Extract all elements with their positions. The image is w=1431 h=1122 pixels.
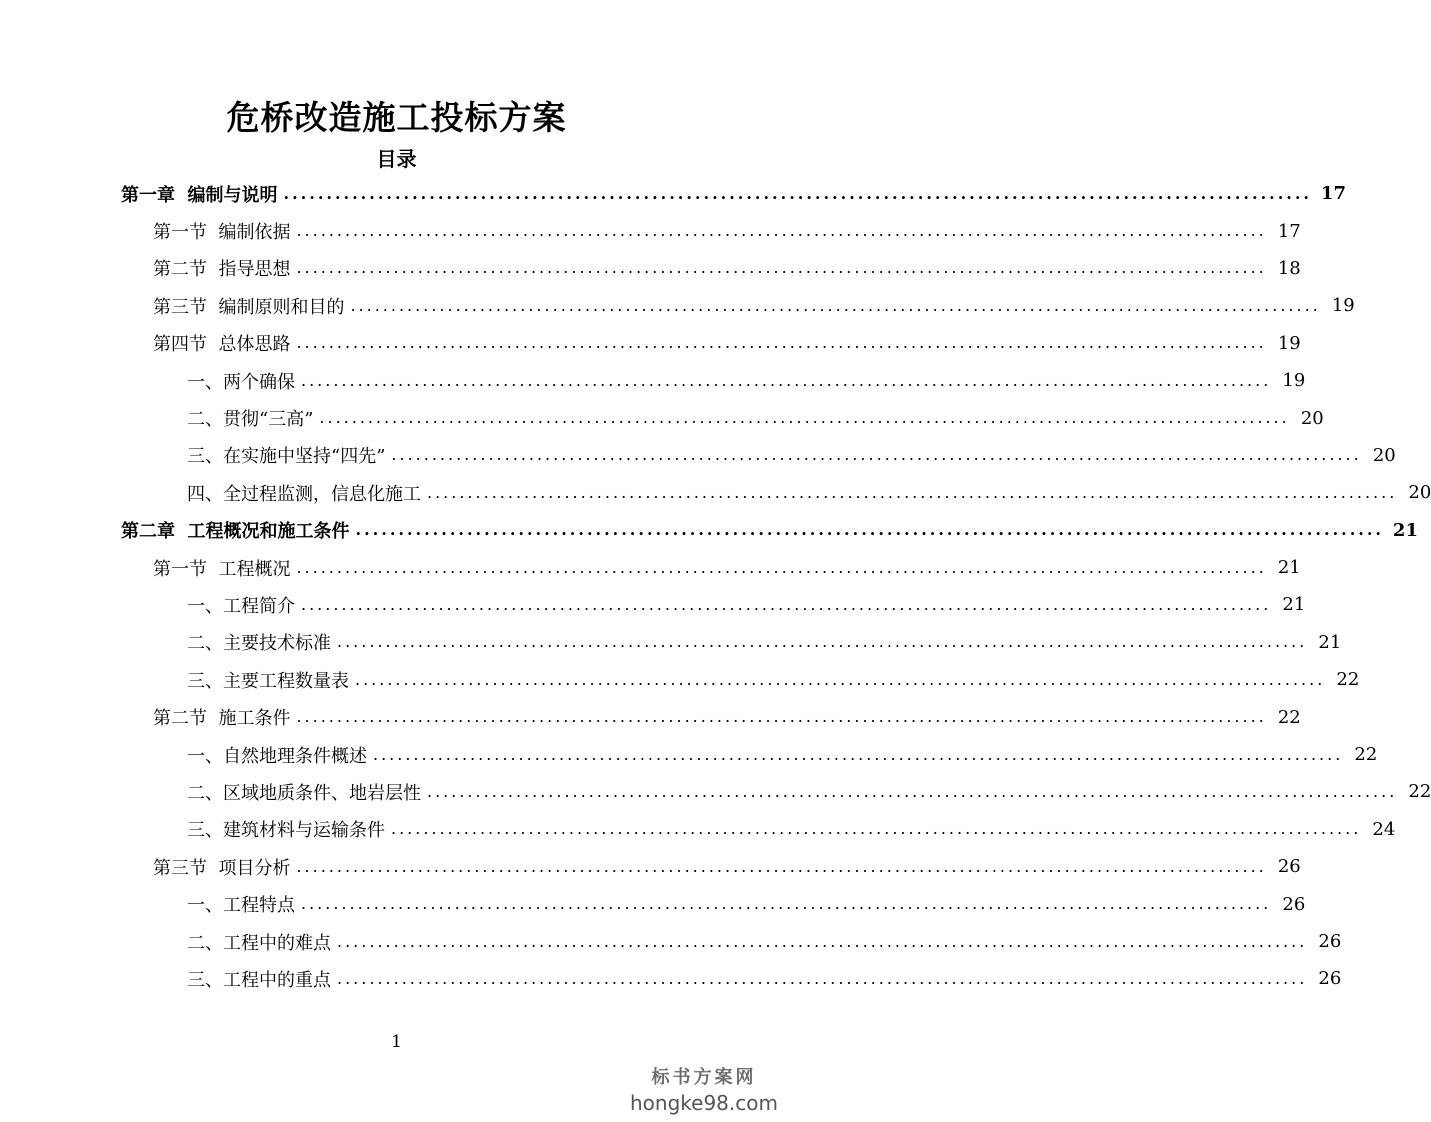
toc-dot-leader: ........................................................................................................................	[391, 445, 1362, 465]
toc-dot-leader: ........................................................................................................................	[296, 557, 1267, 577]
toc-dot-leader: ........................................................................................................................	[283, 183, 1312, 203]
toc-dot-leader: ........................................................................................................................	[337, 931, 1308, 951]
toc-entry-label: 二、区域地质条件、地岩层性	[187, 782, 421, 804]
toc-entry-label: 二、主要技术标准	[187, 633, 331, 655]
toc-subsection-entry[interactable]	[0, 923, 1342, 960]
toc-page-number: 21	[1318, 631, 1342, 653]
toc-page-number: 20	[1300, 407, 1324, 429]
toc-dot-leader: ........................................................................................................................	[301, 594, 1272, 614]
toc-entry-label: 第一章 编制与说明	[121, 184, 278, 206]
toc-subsection-entry[interactable]	[0, 885, 1306, 922]
toc-entry-label: 第一节 编制依据	[153, 222, 291, 244]
toc-entry-label: 一、工程简介	[187, 595, 295, 617]
toc-dot-leader: ........................................................................................................................	[296, 221, 1267, 241]
toc-subsection-entry[interactable]	[0, 960, 1342, 997]
toc-dot-leader: ........................................................................................................................	[319, 408, 1290, 428]
watermark-logo	[629, 1063, 779, 1115]
toc-subsection-entry[interactable]	[0, 773, 1431, 810]
toc-page-number: 20	[1372, 444, 1396, 466]
toc-dot-leader: ........................................................................................................................	[296, 258, 1267, 278]
toc-page-number: 22	[1277, 706, 1301, 728]
toc-entry-label: 第三节 编制原则和目的	[153, 296, 345, 318]
toc-entry-label: 三、工程中的重点	[187, 969, 331, 991]
toc-dot-leader: ........................................................................................................................	[337, 968, 1308, 988]
toc-page-number: 26	[1318, 968, 1342, 990]
toc-page-number: 21	[1392, 519, 1418, 541]
document-title: 危桥改造施工投标方案	[226, 98, 567, 137]
toc-page-number: 22	[1408, 781, 1431, 803]
toc-page-number: 26	[1282, 893, 1306, 915]
table-of-contents	[0, 175, 1431, 998]
toc-page-number: 17	[1320, 183, 1346, 205]
toc-subsection-entry[interactable]	[0, 624, 1342, 661]
toc-subsection-entry[interactable]	[0, 586, 1306, 623]
toc-page-number: 19	[1277, 332, 1301, 354]
toc-page-number: 22	[1354, 744, 1378, 766]
toc-page-number: 21	[1277, 557, 1301, 579]
toc-subsection-entry[interactable]	[0, 474, 1431, 511]
toc-dot-leader: ........................................................................................................................	[337, 632, 1308, 652]
toc-heading: 目录	[376, 147, 417, 171]
toc-dot-leader: ........................................................................................................................	[355, 520, 1384, 540]
toc-page-number: 24	[1372, 818, 1396, 840]
toc-entry-label: 第三节 项目分析	[153, 857, 291, 879]
toc-entry-label: 二、贯彻“三高”	[187, 409, 314, 431]
toc-page-number: 26	[1277, 856, 1301, 878]
watermark-name: 标书方案网	[651, 1067, 757, 1088]
toc-page-number: 18	[1277, 257, 1301, 279]
toc-entry-label: 四、全过程监测，信息化施工	[187, 483, 421, 505]
watermark-url: hongke98.com	[630, 1091, 778, 1115]
toc-dot-leader: ........................................................................................................................	[296, 333, 1267, 353]
toc-chapter-entry[interactable]	[0, 512, 1418, 549]
toc-section-entry[interactable]	[0, 287, 1355, 324]
toc-page-number: 26	[1318, 931, 1342, 952]
toc-page-number: 17	[1277, 220, 1301, 242]
toc-entry-label: 三、建筑材料与运输条件	[187, 820, 385, 842]
toc-dot-leader: ........................................................................................................................	[373, 744, 1344, 764]
toc-section-entry[interactable]	[0, 549, 1301, 586]
toc-entry-label: 第二节 施工条件	[153, 708, 291, 730]
page-number: 1	[391, 1032, 402, 1052]
toc-dot-leader: ........................................................................................................................	[391, 819, 1362, 839]
toc-section-entry[interactable]	[0, 698, 1301, 735]
toc-entry-label: 三、主要工程数量表	[187, 670, 349, 692]
toc-dot-leader: ........................................................................................................................	[301, 894, 1272, 914]
toc-entry-label: 一、工程特点	[187, 895, 295, 917]
toc-section-entry[interactable]	[0, 212, 1301, 249]
toc-dot-leader: ........................................................................................................................	[350, 295, 1321, 315]
toc-entry-label: 第二章 工程概况和施工条件	[121, 521, 350, 543]
toc-dot-leader: ........................................................................................................................	[296, 856, 1267, 876]
toc-entry-label: 一、两个确保	[187, 371, 295, 393]
toc-page-number: 22	[1336, 669, 1360, 691]
toc-section-entry[interactable]	[0, 250, 1301, 287]
toc-page-number: 19	[1331, 295, 1355, 317]
toc-dot-leader: ........................................................................................................................	[427, 781, 1398, 801]
toc-dot-leader: ........................................................................................................................	[355, 669, 1326, 689]
toc-page-number: 21	[1282, 594, 1306, 616]
toc-dot-leader: ........................................................................................................................	[296, 707, 1267, 727]
toc-subsection-entry[interactable]	[0, 661, 1360, 698]
toc-entry-label: 一、自然地理条件概述	[187, 745, 367, 767]
toc-entry-label: 第一节 工程概况	[153, 558, 291, 580]
toc-subsection-entry[interactable]	[0, 811, 1396, 848]
toc-dot-leader: ........................................................................................................................	[427, 482, 1398, 502]
toc-subsection-entry[interactable]	[0, 399, 1324, 436]
toc-page-number: 20	[1408, 482, 1431, 504]
toc-page-number: 19	[1282, 370, 1306, 392]
toc-entry-label: 第二节 指导思想	[153, 259, 291, 281]
toc-entry-label: 第四节 总体思路	[153, 334, 291, 356]
toc-entry-label: 二、工程中的难点	[187, 932, 331, 954]
toc-subsection-entry[interactable]	[0, 736, 1378, 773]
toc-section-entry[interactable]	[0, 325, 1301, 362]
toc-section-entry[interactable]	[0, 848, 1301, 885]
toc-subsection-entry[interactable]	[0, 362, 1306, 399]
toc-dot-leader: ........................................................................................................................	[301, 370, 1272, 390]
toc-subsection-entry[interactable]	[0, 437, 1396, 474]
toc-entry-label: 三、在实施中坚持“四先”	[187, 446, 386, 468]
toc-chapter-entry[interactable]	[0, 175, 1346, 212]
